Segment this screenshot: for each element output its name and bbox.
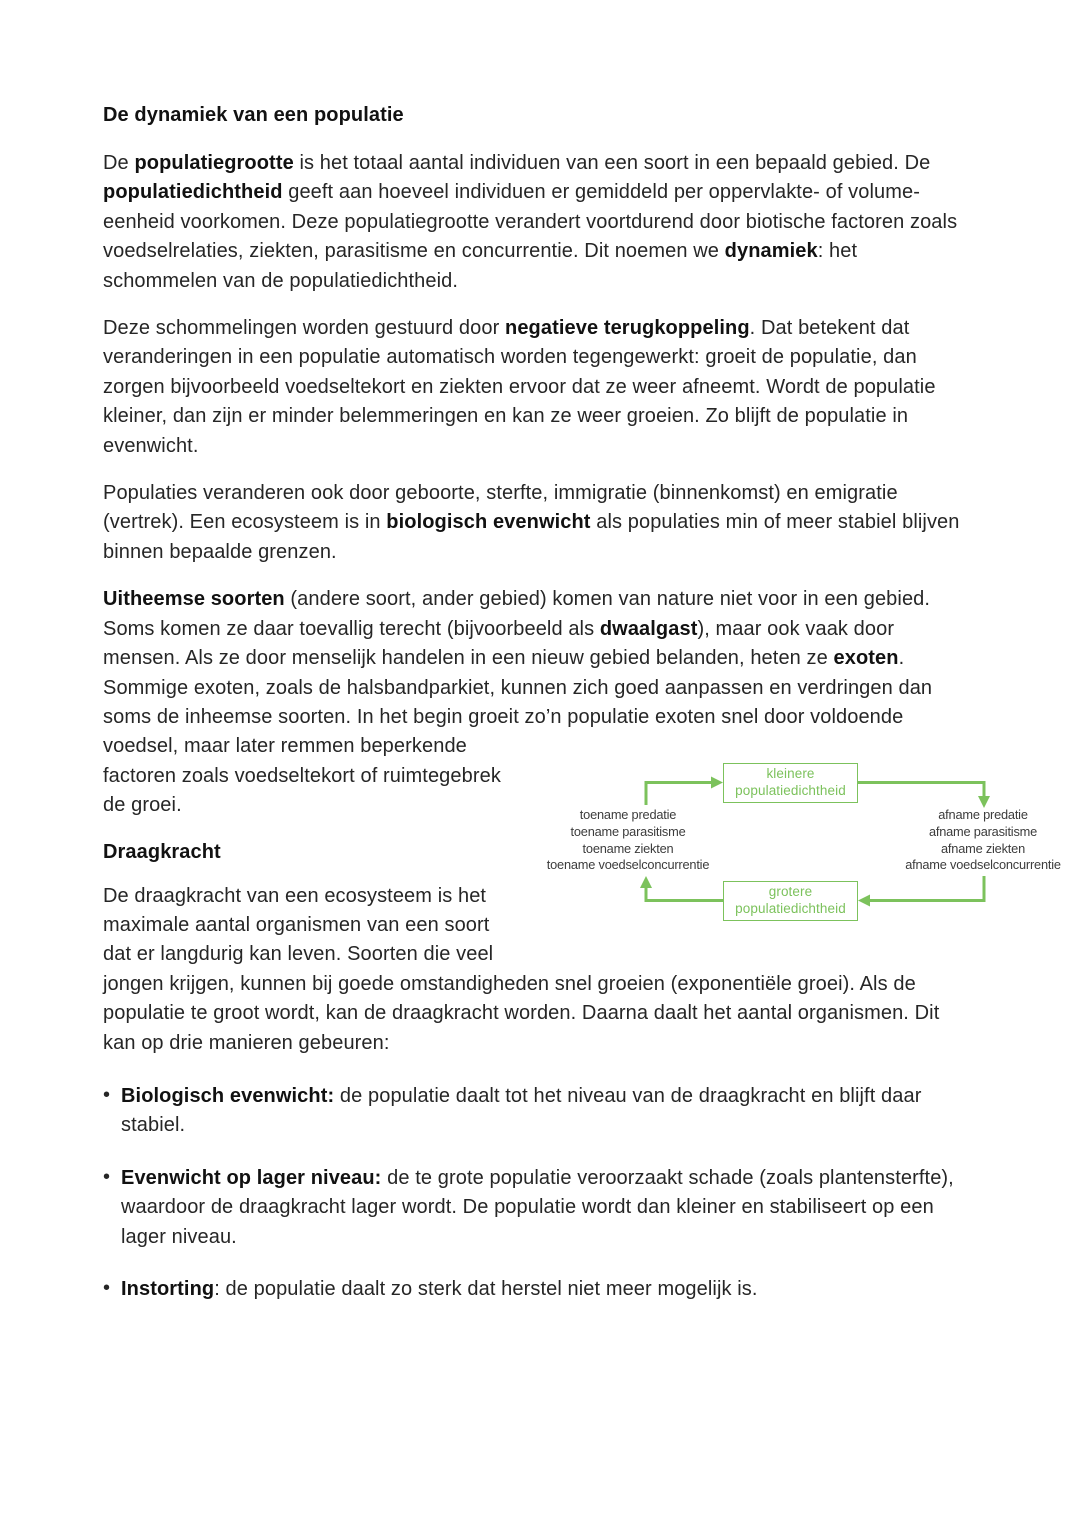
paragraph-populatiegrootte <box>103 149 963 296</box>
text-run: De <box>103 152 135 174</box>
text-run: de populatie daalt tot het niveau van de draagkracht en blijft daar stabiel. <box>121 1084 922 1137</box>
bullet-list <box>103 1082 963 1304</box>
bold-term: Uitheemse soorten <box>103 588 285 611</box>
paragraph-uitheemse-soorten-text <box>103 588 932 728</box>
afname-labels <box>891 807 1075 873</box>
box-text-line: grotere <box>768 884 813 900</box>
paragraph-terugkoppeling <box>103 314 963 461</box>
text-run: de te grote populatie veroorzaakt schade (zoals plantensterfte), waardoor de draagkracht lager wordt. De populatie wordt dan kleiner en stabiliseert op een lager niveau. <box>121 1166 954 1248</box>
bold-term: Instorting <box>121 1278 215 1300</box>
bullet-marker: • <box>103 1277 111 1299</box>
bold-term: negatieve terugkoppeling <box>505 317 750 340</box>
box-text-line: populatiedichtheid <box>735 782 846 798</box>
afname-label: afname voedselconcurrentie <box>905 857 1061 873</box>
bullet-item-instorting <box>103 1275 963 1304</box>
text-run: als populaties min of meer stabiel blijven binnen bepaalde grenzen. <box>103 511 960 563</box>
box-text-line: kleinere <box>766 766 815 782</box>
text-run: geeft aan hoeveel individuen er gemiddeld per oppervlakte- of volume-eenheid voorkomen. Deze populatiegrootte verandert voortdurend door biotische factoren zoals voedselrelaties, ziekten, parasitisme en concurrentie. Dit noemen we <box>103 181 958 263</box>
text-run: ), maar ook vaak door mensen. Als ze door menselijk handelen in een nieuw gebied belanden, heten ze <box>103 617 895 670</box>
bold-term: dwaalgast <box>599 617 698 640</box>
toename-label: toename predatie <box>579 807 677 823</box>
afname-label: afname predatie <box>938 807 1028 823</box>
afname-label: afname ziekten <box>941 840 1025 856</box>
toename-label: toename ziekten <box>582 840 674 856</box>
text-run: Populaties veranderen ook door geboorte, sterfte, immigratie (binnenkomst) en emigratie (vertrek). Een ecosysteem is in <box>103 482 898 534</box>
text-run: De draagkracht van een ecosysteem is het maximale aantal organismen van een soort dat er langdurig kan leven. Soorten die veel jongen krijgen, kunnen bij goede omstandigheden snel groeien (exponentiële groei). Als de populatie te groot wordt, kan de draagkracht worden. Daarna daalt het aantal organismen. Dit kan op drie manieren gebeuren: <box>103 884 940 1054</box>
bullet-item-evenwicht-lager-niveau <box>103 1164 963 1252</box>
box-text-line: populatiedichtheid <box>735 900 846 916</box>
section-heading-draagkracht: Draagkracht <box>103 840 221 863</box>
bold-term: Evenwicht op lager niveau: <box>121 1166 382 1189</box>
section-heading-dynamiek: De dynamiek van een populatie <box>103 104 404 126</box>
bold-term: biologisch evenwicht <box>386 511 591 534</box>
bold-term: exoten <box>833 647 899 670</box>
text-run: . Dat betekent dat veranderingen in een populatie automatisch worden tegengewerkt: groeit de populatie, dan zorgen bijvoorbeeld voedseltekort en ziekten ervoor dat ze weer afneemt. Wordt de populatie kleiner, dan zijn er minder belemmeringen en kan ze weer groeien. Zo blijft de populatie in evenwicht. <box>103 317 936 457</box>
box-grotere-populatiedichtheid <box>723 881 858 921</box>
text-run: : de populatie daalt zo sterk dat herstel niet meer mogelijk is. <box>214 1278 758 1300</box>
bullet-item-text <box>121 1085 921 1136</box>
bullet-item-text <box>121 1278 758 1300</box>
text-run: voedsel, maar later remmen beperkende factoren zoals voedseltekort of ruimtegebrek de groei. <box>103 735 501 817</box>
feedback-cycle-diagram <box>523 757 1063 929</box>
text-run: . Sommige exoten, zoals de halsbandparkiet, kunnen zich goed aanpassen en verdringen dan soms de inheemse soorten. In het begin groeit zo’n populatie exoten snel door voldoende <box>103 647 933 728</box>
text-run: (andere soort, ander gebied) komen van nature niet voor in een gebied. Soms komen ze daar toevallig terecht (bijvoorbeeld als <box>103 588 931 640</box>
bold-term: populatiedichtheid <box>103 181 283 204</box>
text-run: Deze schommelingen worden gestuurd door <box>103 317 505 340</box>
bullet-marker: • <box>103 1083 111 1106</box>
toename-label: toename parasitisme <box>570 823 686 839</box>
bullet-item-biologisch-evenwicht <box>103 1082 963 1141</box>
paragraph-uitheemse-soorten-text-continued <box>103 735 501 816</box>
bullet-marker: • <box>103 1165 111 1188</box>
paragraph-biologisch-evenwicht <box>103 479 963 567</box>
text-run: : het schommelen van de populatiedichtheid. <box>103 240 858 292</box>
bullet-item-text <box>121 1167 954 1248</box>
afname-label: afname parasitisme <box>928 823 1038 839</box>
toename-labels <box>533 807 723 873</box>
text-run: is het totaal aantal individuen van een soort in een bepaald gebied. De <box>293 152 931 174</box>
bold-term: Biologisch evenwicht: <box>121 1084 335 1107</box>
box-kleinere-populatiedichtheid <box>723 763 858 803</box>
bold-term: populatiegrootte <box>134 152 294 174</box>
bold-term: dynamiek <box>724 240 818 263</box>
toename-label: toename voedselconcurrentie <box>546 857 710 873</box>
